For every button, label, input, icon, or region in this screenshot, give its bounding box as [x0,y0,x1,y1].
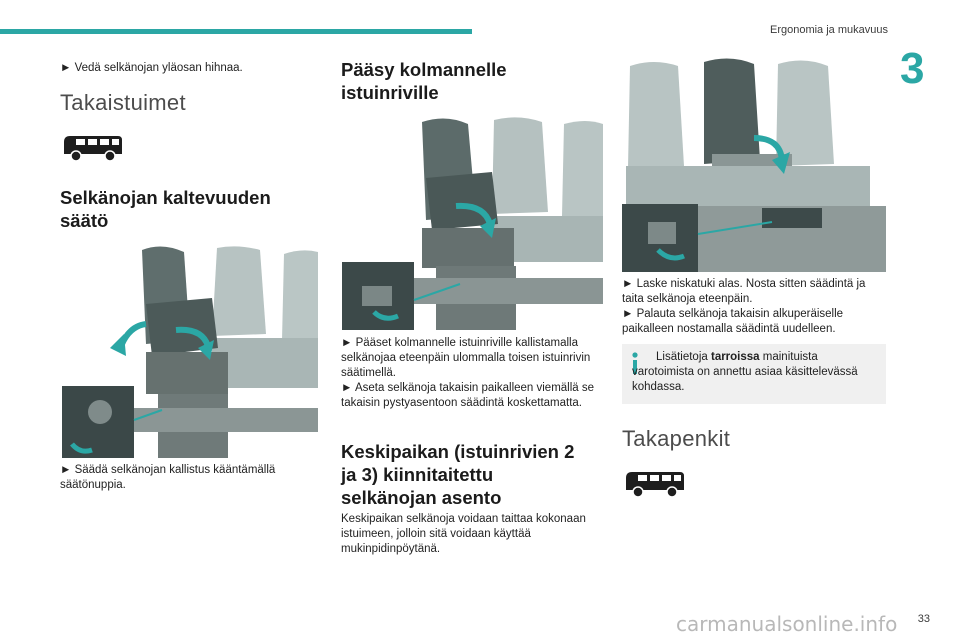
table-step2: ► Palauta selkänoja takaisin alkuperäiselle paikalleen nostamalla säädintä uudelleen. [622,308,844,335]
page-number: 33 [917,613,930,625]
third-row-step1: ► Pääset kolmannelle istuinriville kallistamalla selkänojaa eteenpäin ulommalla toisen istuinrivin säätimellä. [341,337,591,379]
info-suffix: mainituista varotoimista on annettu asiaa käsittelevässä kohdassa. [632,351,858,393]
van-icon [60,130,124,164]
heading-takapenkit: Takapenkit [622,426,731,451]
intro-text: ► Vedä selkänojan yläosan hihnaa. [60,62,243,74]
info-box [622,344,886,404]
seat-recline-illustration [62,244,318,458]
subheading-kaltevuus: Selkänojan kaltevuuden säätö [60,187,271,231]
chapter-number: 3 [900,44,925,93]
section-title: Ergonomia ja mukavuus [769,24,888,36]
center-seat-body: Keskipaikan selkänoja voidaan taittaa kokonaan istuimeen, jolloin sitä voidaan käyttää mukinpidinpöytänä. [341,513,586,555]
header-accent-bar [0,29,472,34]
heading-third-row: Pääsy kolmannelle istuinriville [341,59,507,103]
table-step1: ► Laske niskatuki alas. Nosta sitten säädintä ja taita selkänoja eteenpäin. [622,278,866,305]
info-prefix: Lisätietoja [656,351,711,363]
table-fold-illustration [622,56,886,272]
subheading-center-seat: Keskipaikan (istuinrivien 2 ja 3) kiinnitaitettu selkänojan asento [341,441,575,508]
third-row-access-illustration [342,116,603,330]
caption-recline: ► Säädä selkänojan kallistus kääntämällä säätönuppia. [60,464,276,491]
info-bold: tarroissa [710,351,760,363]
third-row-step2: ► Aseta selkänoja takaisin paikalleen viemällä se takaisin pystyasentoon säädintä koskettamatta. [341,382,595,409]
heading-takaistuimet: Takaistuimet [60,90,186,115]
van-icon [622,466,686,500]
info-text [632,350,878,395]
watermark: carmanualsonline.info [676,612,898,636]
